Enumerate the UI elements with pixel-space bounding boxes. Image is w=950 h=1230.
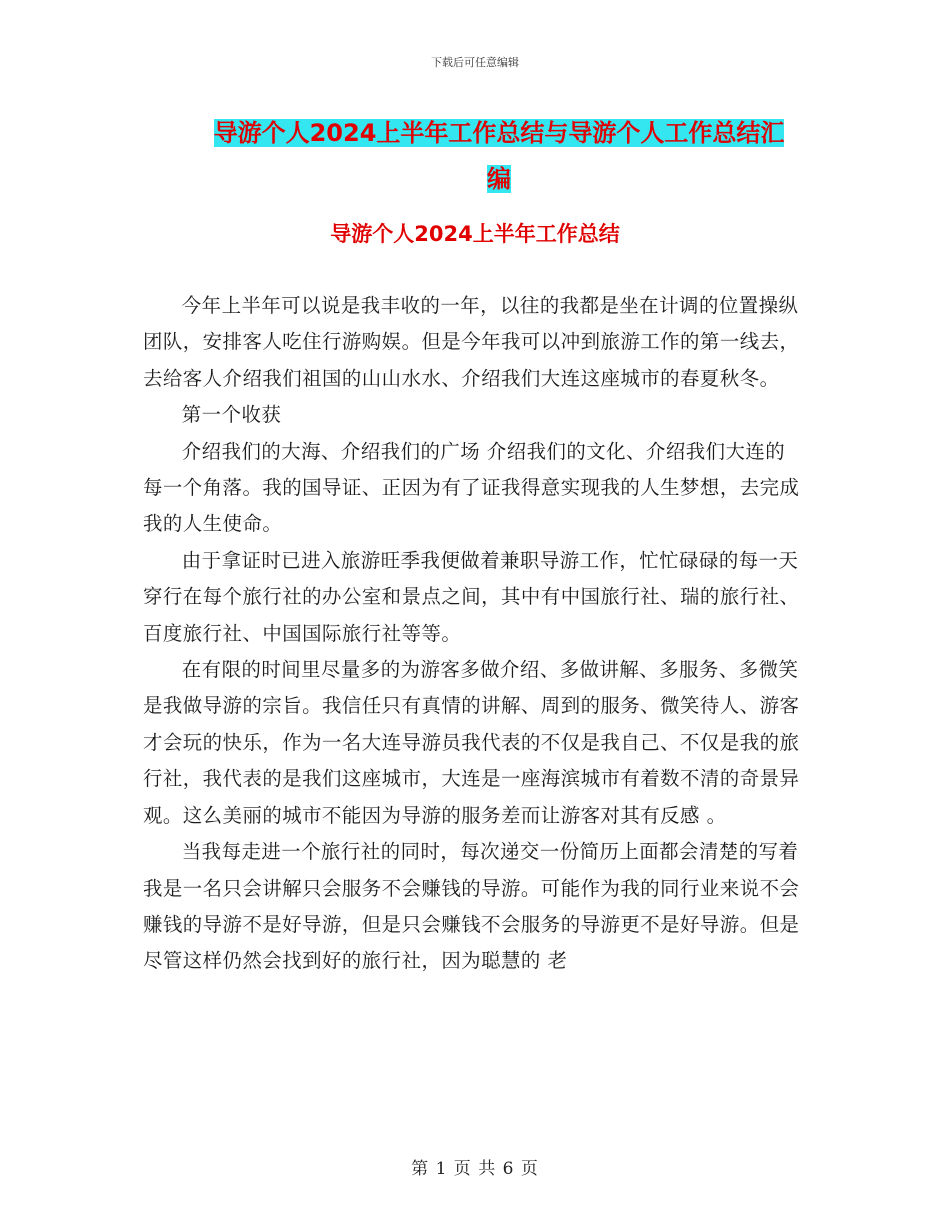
section-title: 导游个人2024上半年工作总结	[330, 222, 620, 246]
body-text	[143, 288, 801, 980]
header-note: 下载后可任意编辑	[431, 56, 519, 69]
paragraph: 今年上半年可以说是我丰收的一年，以往的我都是坐在计调的位置操纵团队，安排客人吃住行游购娱。但是今年我可以冲到旅游工作的第一线去，去给客人介绍我们祖国的山山水水、介绍我们大连这座城市的春夏秋冬。	[143, 294, 800, 390]
document-title-line-2: 编	[487, 165, 511, 193]
page-footer: 第 1 页 共 6 页	[411, 1159, 539, 1179]
paragraph: 在有限的时间里尽量多的为游客多做介绍、多做讲解、多服务、多微笑是我做导游的宗旨。我信任只有真情的讲解、周到的服务、微笑待人、游客才会玩的快乐，作为一名大连导游员我代表的不仅是我自己、不仅是我的旅行社，我代表的是我们这座城市，大连是一座海滨城市有着数不清的奇景异观。这么美丽的城市不能因为导游的服务差而让游客对其有反感 。	[143, 658, 800, 827]
paragraph: 当我每走进一个旅行社的同时，每次递交一份简历上面都会清楚的写着我是一名只会讲解只会服务不会赚钱的导游。可能作为我的同行业来说不会赚钱的导游不是好导游，但是只会赚钱不会服务的导游更不是好导游。但是尽管这样仍然会找到好的旅行社，因为聪慧的 老	[143, 840, 800, 973]
paragraph: 第一个收获	[181, 403, 282, 427]
document-title-line-1: 导游个人2024上半年工作总结与导游个人工作总结汇	[213, 119, 785, 147]
document-title	[188, 110, 810, 202]
paragraph: 介绍我们的大海、介绍我们的广场 介绍我们的文化、介绍我们大连的每一个角落。我的国导证、正因为有了证我得意实现我的人生梦想，去完成我的人生使命。	[143, 439, 800, 536]
paragraph: 由于拿证时已进入旅游旺季我便做着兼职导游工作，忙忙碌碌的每一天穿行在每个旅行社的办公室和景点之间，其中有中国旅行社、瑞的旅行社、百度旅行社、中国国际旅行社等等。	[143, 548, 800, 645]
